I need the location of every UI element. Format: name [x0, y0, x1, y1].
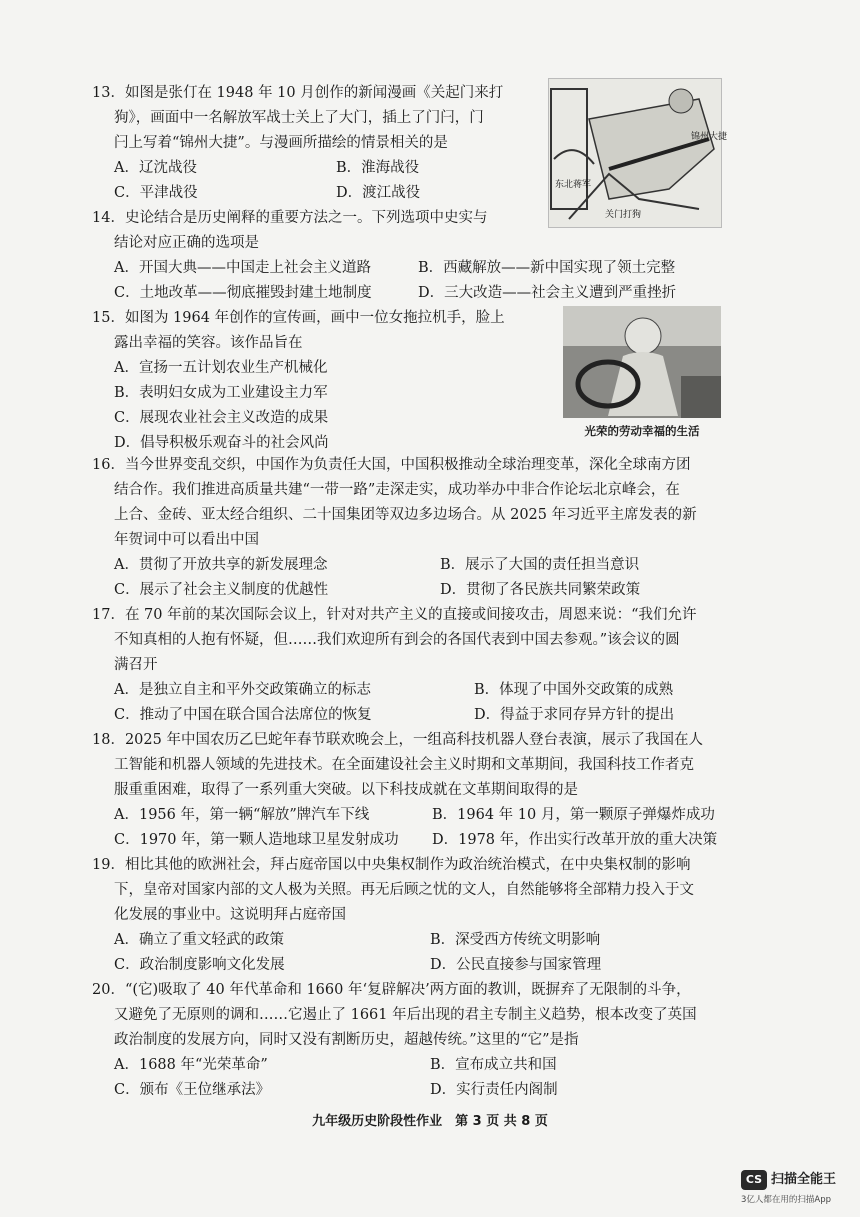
- q14-option-b: B．西藏解放——新中国实现了领土完整: [418, 260, 676, 276]
- poster-caption: 光荣的劳动幸福的生活: [584, 424, 700, 438]
- q16-option-c: C．展示了社会主义制度的优越性: [114, 582, 329, 598]
- q18-option-a: A．1956 年，第一辆“解放”牌汽车下线: [114, 807, 370, 823]
- q15-stem-1: 15．如图为 1964 年创作的宣传画，画中一位女拖拉机手，脸上: [92, 310, 505, 326]
- q20-option-c: C．颁布《王位继承法》: [114, 1082, 271, 1098]
- q16-option-d: D．贯彻了各民族共同繁荣政策: [440, 582, 641, 598]
- q13-stem-2: 狗》，画面中一名解放军战士关上了大门，插上了门闩，门: [114, 110, 484, 126]
- camscanner-logo-icon: CS: [741, 1170, 767, 1190]
- q15-option-a: A．宣扬一五计划农业生产机械化: [114, 360, 328, 376]
- q18-option-c: C．1970 年，第一颗人造地球卫星发射成功: [114, 832, 399, 848]
- q15-option-c: C．展现农业社会主义改造的成果: [114, 410, 329, 426]
- q17-option-c: C．推动了中国在联合国合法席位的恢复: [114, 707, 372, 723]
- q13-option-c: C．平津战役: [114, 185, 198, 201]
- poster-figure: [563, 306, 721, 418]
- q16-option-a: A．贯彻了开放共享的新发展理念: [114, 557, 328, 573]
- q18-stem-3: 服重重困难，取得了一系列重大突破。以下科技成就在文革期间取得的是: [114, 782, 578, 798]
- q15-option-b: B．表明妇女成为工业建设主力军: [114, 385, 328, 401]
- camscanner-tagline: 3亿人都在用的扫描App: [741, 1195, 832, 1205]
- cartoon-label-1: 锦州大捷: [691, 132, 728, 142]
- q18-stem-1: 18．2025 年中国农历乙巳蛇年春节联欢晚会上，一组高科技机器人登台表演，展示了我国在人: [92, 732, 703, 748]
- q20-option-d: D．实行责任内阁制: [430, 1082, 558, 1098]
- q15-option-d: D．倡导积极乐观奋斗的社会风尚: [114, 435, 329, 451]
- q13-stem-1: 13．如图是张仃在 1948 年 10 月创作的新闻漫画《关起门来打: [92, 85, 504, 101]
- q20-option-a: A．1688 年“光荣革命”: [114, 1057, 268, 1073]
- cartoon-figure: [548, 78, 728, 228]
- q19-stem-1: 19．相比其他的欧洲社会，拜占庭帝国以中央集权制作为政治统治模式，在中央集权制的影响: [92, 857, 691, 873]
- q17-option-d: D．得益于求同存异方针的提出: [474, 707, 675, 723]
- q14-stem-2: 结论对应正确的选项是: [114, 235, 259, 251]
- q16-option-b: B．展示了大国的责任担当意识: [440, 557, 640, 573]
- q18-option-d: D．1978 年，作出实行改革开放的重大决策: [432, 832, 718, 848]
- q20-option-b: B．宣布成立共和国: [430, 1057, 557, 1073]
- q16-stem-2: 结合作。我们推进高质量共建“一带一路”走深走实，成功举办中非合作论坛北京峰会，在: [114, 482, 680, 498]
- q16-stem-3: 上合、金砖、亚太经合组织、二十国集团等双边多边场合。从 2025 年习近平主席发表的新: [114, 507, 697, 523]
- q17-stem-3: 满召开: [114, 657, 158, 673]
- q13-option-d: D．渡江战役: [336, 185, 421, 201]
- q14-option-a: A．开国大典——中国走上社会主义道路: [114, 260, 371, 276]
- poster-drawing: [563, 306, 721, 418]
- q19-stem-3: 化发展的事业中。这说明拜占庭帝国: [114, 907, 346, 923]
- q18-option-b: B．1964 年 10 月，第一颗原子弹爆炸成功: [432, 807, 715, 823]
- q20-stem-1: 20．“(它)吸取了 40 年代革命和 1660 年‘复辟解决’两方面的教训，既摒弃了无限制的斗争，: [92, 982, 691, 998]
- q20-stem-2: 又避免了无原则的调和……它遏止了 1661 年后出现的君主专制主义趋势，根本改变了英国: [114, 1007, 697, 1023]
- q17-option-b: B．体现了中国外交政策的成熟: [474, 682, 674, 698]
- q16-stem-4: 年贺词中可以看出中国: [114, 532, 259, 548]
- q13-stem-3: 闩上写着“锦州大捷”。与漫画所描绘的情景相关的是: [114, 135, 448, 151]
- q17-option-a: A．是独立自主和平外交政策确立的标志: [114, 682, 371, 698]
- q14-option-c: C．土地改革——彻底摧毁封建土地制度: [114, 285, 372, 301]
- cartoon-label-2: 东北蒋军: [555, 180, 592, 190]
- camscanner-name: 扫描全能王: [771, 1172, 837, 1187]
- q14-option-d: D．三大改造——社会主义遭到严重挫折: [418, 285, 677, 301]
- q14-stem-1: 14．史论结合是历史阐释的重要方法之一。下列选项中史实与: [92, 210, 488, 226]
- q19-option-b: B．深受西方传统文明影响: [430, 932, 601, 948]
- q19-option-c: C．政治制度影响文化发展: [114, 957, 285, 973]
- page-footer: 九年级历史阶段性作业 第 3 页 共 8 页: [312, 1114, 548, 1129]
- cartoon-label-3: 关门打狗: [605, 210, 642, 220]
- q13-option-b: B．淮海战役: [336, 160, 420, 176]
- q15-stem-2: 露出幸福的笑容。该作品旨在: [114, 335, 303, 351]
- q19-option-a: A．确立了重文轻武的政策: [114, 932, 284, 948]
- q16-stem-1: 16．当今世界变乱交织，中国作为负责任大国，中国积极推动全球治理变革，深化全球南方团: [92, 457, 691, 473]
- cartoon-drawing: [549, 79, 728, 227]
- q19-option-d: D．公民直接参与国家管理: [430, 957, 602, 973]
- q18-stem-2: 工智能和机器人领域的先进技术。在全面建设社会主义时期和文革期间，我国科技工作者克: [114, 757, 694, 773]
- q17-stem-1: 17．在 70 年前的某次国际会议上，针对对共产主义的直接或间接攻击，周恩来说：“我们允许: [92, 607, 697, 623]
- q19-stem-2: 下，皇帝对国家内部的文人极为关照。再无后顾之忧的文人，自然能够将全部精力投入于文: [114, 882, 694, 898]
- q13-option-a: A．辽沈战役: [114, 160, 197, 176]
- q20-stem-3: 政治制度的发展方向，同时又没有割断历史，超越传统。”这里的“它”是指: [114, 1032, 579, 1048]
- q17-stem-2: 不知真相的人抱有怀疑，但……我们欢迎所有到会的各国代表到中国去参观。”该会议的圆: [114, 632, 680, 648]
